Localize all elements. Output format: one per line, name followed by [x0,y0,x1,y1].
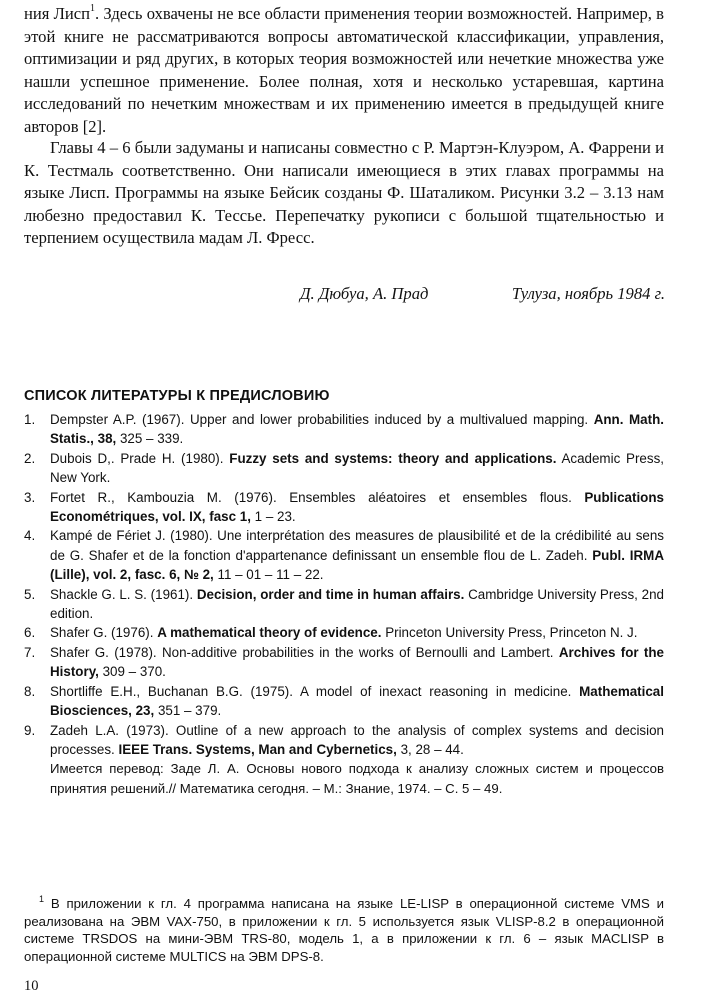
reference-source: Publ. IRMA (Lille), vol. 2, fasc. 6, № 2, [50,547,664,583]
preface-paragraph-2: Главы 4 – 6 были задуманы и написаны совместно с Р. Мартэн-Клуэром, А. Фаррени и К. Тестмаль соответственно. Они написали имеющиеся в этих главах программы на языке Лисп. Программы на языке Бейсик созданы Ф. Шаталиком. Рисунки 3.2 – 3.13 нам любезно предоставил К. Тессье. Перепечатку рукописи с большой тщательностью и терпением осуществила мадам Л. Фресс. [24,138,664,247]
reference-number: 4. [24,528,36,544]
reference-list [24,410,664,798]
reference-pages: 11 – 01 – 11 – 22. [217,567,324,583]
reference-number: 6. [24,625,36,641]
reference-text: Zadeh L.A. (1973). Outline of a new approach to the analysis of complex systems and decision processes. [50,722,664,757]
reference-number: 2. [24,450,36,466]
reference-pages: 309 – 370. [102,664,166,680]
reference-source: Fuzzy sets and systems: theory and applications. [229,450,557,466]
signature-place-date: Тулуза, ноябрь 1984 г. [511,284,665,303]
reference-item [24,449,664,488]
reference-source: IEEE Trans. Systems, Man and Cybernetics, [118,741,397,757]
reference-number: 8. [24,683,36,699]
preface-paragraph-1 [24,3,664,138]
footnote-text: В приложении к гл. 4 программа написана на языке LE-LISP в операционной системе VMS и реализована на ЭВМ VAX-750, в приложении к гл. 5 используется язык VLISP-8.2 в операционной системе TRSDOS на мини-ЭВМ TRS-80, модель 1, а в приложении к гл. 6 – язык MACLISP в операционной системе MULTICS на ЭВМ DPS-8. [24,896,665,964]
reference-item [24,526,664,584]
reference-pages: Cambridge University Press, 2nd edition. [50,586,664,622]
reference-item [24,623,664,642]
reference-pages: 3, 28 – 44. [400,741,464,757]
reference-text: Shafer G. (1976). [50,625,154,641]
signature-authors: Д. Дюбуа, А. Прад [300,284,429,303]
reference-source: Mathematical Biosciences, 23, [50,683,664,719]
reference-text: Shortliffe E.H., Buchanan B.G. (1975). A model of inexact reasoning in medicine. [50,683,572,699]
reference-item [24,643,664,682]
reference-translation: Имеется перевод: Заде Л. А. Основы нового подхода к анализу сложных систем и процессов принятия решений.// Математика сегодня. – М.: Знание, 1974. – С. 5 – 49. [50,761,664,796]
reference-text: Dempster A.P. (1967). Upper and lower probabilities induced by a multivalued mapping. [50,412,589,427]
reference-pages: Princeton University Press, Princeton N. J. [385,625,638,641]
reference-source: Ann. Math. Statis., 38, [50,412,664,447]
paragraph-rest: . Здесь охвачены не все области применения теории возможностей. Например, в этой книге не рассматриваются вопросы автоматической классификации, управления, оптимизации и ряд других, в которых теория возможностей или нечеткие множества уже нашли успешное применение. Более полная, хотя и несколько устаревшая, картина исследований по нечетким множествам и их применению имеется в предыдущей книге авторов [2]. [24,4,665,136]
reference-item [24,488,664,527]
reference-item [24,682,664,721]
reference-number: 1. [24,412,36,427]
reference-pages: Academic Press, New York. [50,450,664,486]
reference-pages: 1 – 23. [254,509,296,525]
references-heading: СПИСОК ЛИТЕРАТУРЫ К ПРЕДИСЛОВИЮ [24,388,330,404]
page-number: 10 [24,978,39,994]
reference-text: Kampé de Fériet J. (1980). Une interprétation des measures de plausibilité et de la crédibilité au sens de G. Shafer et de la fonction d'appartenance definissant un ensemble flou de L. Zadeh. [50,528,664,563]
reference-pages: 351 – 379. [157,703,222,719]
reference-text: Shackle G. L. S. (1961). [50,586,194,602]
paragraph-start: ния Лисп [24,4,91,23]
reference-pages: 325 – 339. [119,431,184,447]
footnote [24,895,664,965]
reference-source: Publications Econométriques, vol. IX, fasc 1, [50,489,664,525]
reference-number: 3. [24,489,36,505]
reference-item [24,410,664,449]
reference-source: Archives for the History, [50,644,664,680]
reference-text: Dubois D,. Prade H. (1980). [50,450,224,466]
reference-source: Decision, order and time in human affairs. [196,586,465,602]
footnote-mark: 1 [39,893,45,904]
footnote-marker[interactable]: 1 [90,3,96,15]
reference-text: Fortet R., Kambouzia M. (1976). Ensembles aléatoires et ensembles flous. [50,489,572,505]
reference-number: 7. [24,644,36,660]
reference-number: 5. [24,586,36,602]
reference-text: Shafer G. (1978). Non-additive probabilities in the works of Bernoulli and Lambert. [50,644,554,660]
reference-source: A mathematical theory of evidence. [157,625,382,641]
reference-item [24,721,664,799]
reference-number: 9. [24,722,36,738]
reference-item [24,585,664,624]
